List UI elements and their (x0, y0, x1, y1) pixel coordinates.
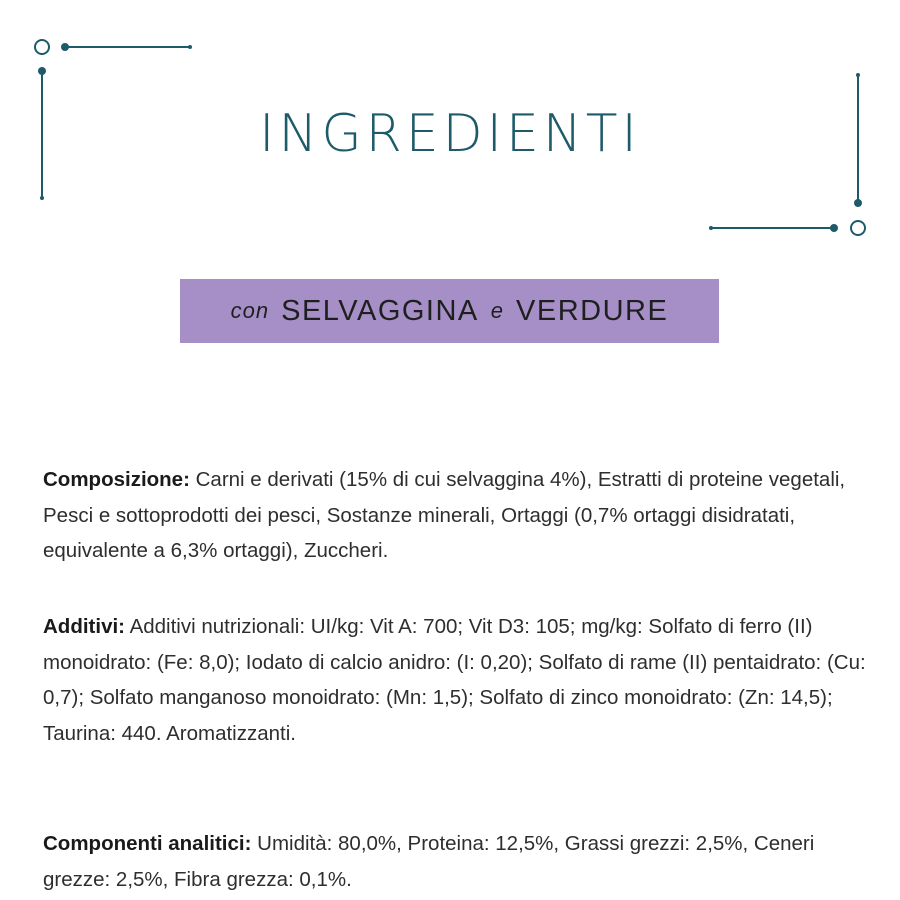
page-title: INGREDIENTI (259, 104, 641, 164)
banner-prefix: con (230, 298, 270, 323)
ring-dot-icon (35, 40, 49, 54)
dot-icon (854, 199, 862, 207)
analytical-components-label: Componenti analitici: (43, 832, 252, 855)
end-dot-icon (188, 45, 192, 49)
analytical-components-section (43, 826, 873, 897)
composition-section (43, 462, 873, 569)
additives-label: Additivi: (43, 615, 125, 638)
end-dot-icon (40, 196, 44, 200)
dot-icon (61, 43, 69, 51)
banner-connector: e (490, 298, 505, 323)
banner-part-2: VERDURE (516, 294, 669, 327)
ring-dot-icon (851, 221, 865, 235)
additives-text: Additivi nutrizionali: UI/kg: Vit A: 700; Vit D3: 105; mg/kg: Solfato di ferro (II) monoidrato: (Fe: 8,0); Iodato di calcio anidro: (I: 0,20); Solfato di rame (II) pentaidrato: (Cu: 0,7); Solfato manganoso monoidrato: (Mn: 1,5); Solfato di zinco monoidrato: (Zn: 14,5); Taurina: 440. Aromatizzanti. (43, 615, 866, 745)
end-dot-icon (709, 226, 713, 230)
composition-text: Carni e derivati (15% di cui selvaggina 4%), Estratti di proteine vegetali, Pesci e sottoprodotti dei pesci, Sostanze minerali, Ortaggi (0,7% ortaggi disidratati, equivalente a 6,3% ortaggi), Zuccheri. (43, 468, 846, 562)
additives-section (43, 609, 873, 751)
composition-label: Composizione: (43, 468, 190, 491)
dot-icon (830, 224, 838, 232)
end-dot-icon (856, 73, 860, 77)
dot-icon (38, 67, 46, 75)
recipe-banner (180, 279, 719, 343)
banner-part-1: SELVAGGINA (281, 294, 479, 327)
analytical-components-text: Umidità: 80,0%, Proteina: 12,5%, Grassi grezzi: 2,5%, Ceneri grezze: 2,5%, Fibra grezza: 0,1%. (43, 832, 815, 891)
